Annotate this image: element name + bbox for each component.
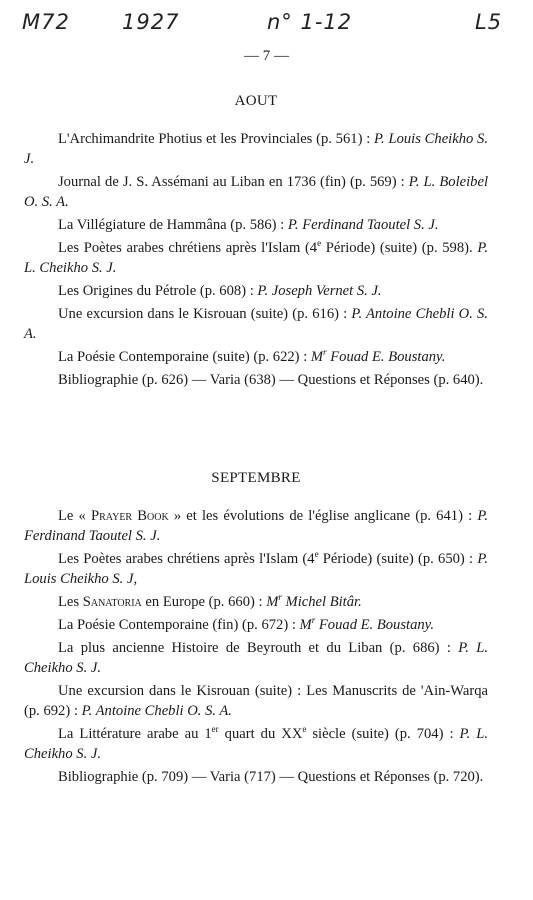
toc-entry <box>24 370 488 390</box>
entry-author: Fouad E. Boustany. <box>315 617 435 633</box>
toc-entry <box>24 592 488 612</box>
entry-author: P. Louis Cheikho S. J, <box>24 551 488 587</box>
entry-list <box>24 506 488 787</box>
entry-author: P. L. Cheikho S. J. <box>24 640 488 676</box>
entry-text: La Poésie Contemporaine (suite) (p. 622) : <box>58 349 311 365</box>
annotation-l5: L5 <box>475 10 503 34</box>
toc-entry <box>24 281 488 301</box>
section-septembre <box>24 470 488 790</box>
entry-author: M <box>266 594 279 610</box>
toc-entry <box>24 767 488 787</box>
entry-author: Fouad E. Boustany. <box>326 349 446 365</box>
entry-text: La Littérature arabe au 1 <box>58 726 212 742</box>
entry-author: P. Ferdinand Taoutel S. J. <box>287 217 439 233</box>
entry-author: r <box>278 592 282 603</box>
entry-text: Journal de J. S. Assémani au Liban en 1736 (fin) (p. 569) : <box>58 174 409 190</box>
entry-text: La plus ancienne Histoire de Beyrouth et du Liban (p. 686) : <box>58 640 459 656</box>
toc-entry <box>24 681 488 721</box>
entry-text: Bibliographie (p. 709) — Varia (717) — Questions et Réponses (p. 720). <box>58 769 484 785</box>
entry-text: Une excursion dans le Kisrouan (suite) : Les Manuscrits de 'Ain-Warqa (p. 692) : <box>24 683 488 719</box>
entry-text: en Europe (p. 660) : <box>141 594 267 610</box>
annotation-m72: M72 <box>22 10 70 34</box>
toc-entry <box>24 215 488 235</box>
entry-text: Sanatoria <box>82 594 142 610</box>
entry-author: P. Louis Cheikho S. J. <box>24 131 488 167</box>
entry-text: » et les évolutions de l'église anglicane (p. 641) : <box>168 508 478 524</box>
entry-text: Les Poètes arabes chrétiens après l'Islam (4 <box>58 240 318 256</box>
entry-text: Le « <box>58 508 92 524</box>
entry-text: Période) (suite) (p. 598). <box>321 240 478 256</box>
entry-author: P. L. Boleibel O. S. A. <box>24 174 489 210</box>
entry-author: M <box>299 617 312 633</box>
entry-text: Bibliographie (p. 626) — Varia (638) — Questions et Réponses (p. 640). <box>58 372 484 388</box>
entry-text: siècle (suite) (p. 704) : <box>306 726 460 742</box>
entry-text: Prayer Book <box>91 508 169 524</box>
toc-entry <box>24 638 488 678</box>
toc-entry <box>24 549 488 589</box>
entry-author: P. L. Cheikho S. J. <box>24 726 488 762</box>
entry-text: Les Origines du Pétrole (p. 608) : <box>58 283 258 299</box>
toc-entry <box>24 724 488 764</box>
section-aout <box>24 93 488 393</box>
entry-author: P. Ferdinand Taoutel S. J. <box>24 508 488 544</box>
entry-author: P. Antoine Chebli O. S. A. <box>81 703 232 719</box>
entry-text: Les <box>58 594 83 610</box>
toc-entry <box>24 506 488 546</box>
section-heading: SEPTEMBRE <box>211 470 301 486</box>
entry-text: e <box>302 724 307 735</box>
entry-author: P. Joseph Vernet S. J. <box>257 283 382 299</box>
toc-entry <box>24 304 488 344</box>
entry-text: Les Poètes arabes chrétiens après l'Islam (4 <box>58 551 315 567</box>
entry-author: r <box>323 347 327 358</box>
entry-text: e <box>314 549 319 560</box>
toc-entry <box>24 347 488 367</box>
entry-text: quart du XX <box>218 726 303 742</box>
entry-text: Une excursion dans le Kisrouan (suite) (p. 616) : <box>58 306 352 322</box>
entry-list <box>24 129 488 390</box>
toc-entry <box>24 129 488 169</box>
annotation-year: 1927 <box>122 10 180 34</box>
entry-text: Période) (suite) (p. 650) : <box>318 551 478 567</box>
entry-text: er <box>211 724 219 735</box>
toc-entry <box>24 172 488 212</box>
entry-author: M <box>310 349 324 365</box>
entry-text: L'Archimandrite Photius et les Provinciales (p. 561) : <box>58 131 375 147</box>
entry-text: La Villégiature de Hammâna (p. 586) : <box>58 217 288 233</box>
entry-author: P. L. Cheikho S. J. <box>24 240 489 276</box>
annotation-issues: n° 1-12 <box>267 10 353 34</box>
entry-author: Michel Bitâr. <box>281 594 362 610</box>
entry-author: r <box>311 615 316 626</box>
page-number: — 7 — <box>244 48 289 64</box>
toc-entry <box>24 615 488 635</box>
entry-author: P. Antoine Chebli O. S. A. <box>24 306 489 342</box>
toc-entry <box>24 238 488 278</box>
section-heading: AOUT <box>234 93 278 109</box>
entry-text: e <box>317 238 322 249</box>
entry-text: La Poésie Contemporaine (fin) (p. 672) : <box>58 617 300 633</box>
